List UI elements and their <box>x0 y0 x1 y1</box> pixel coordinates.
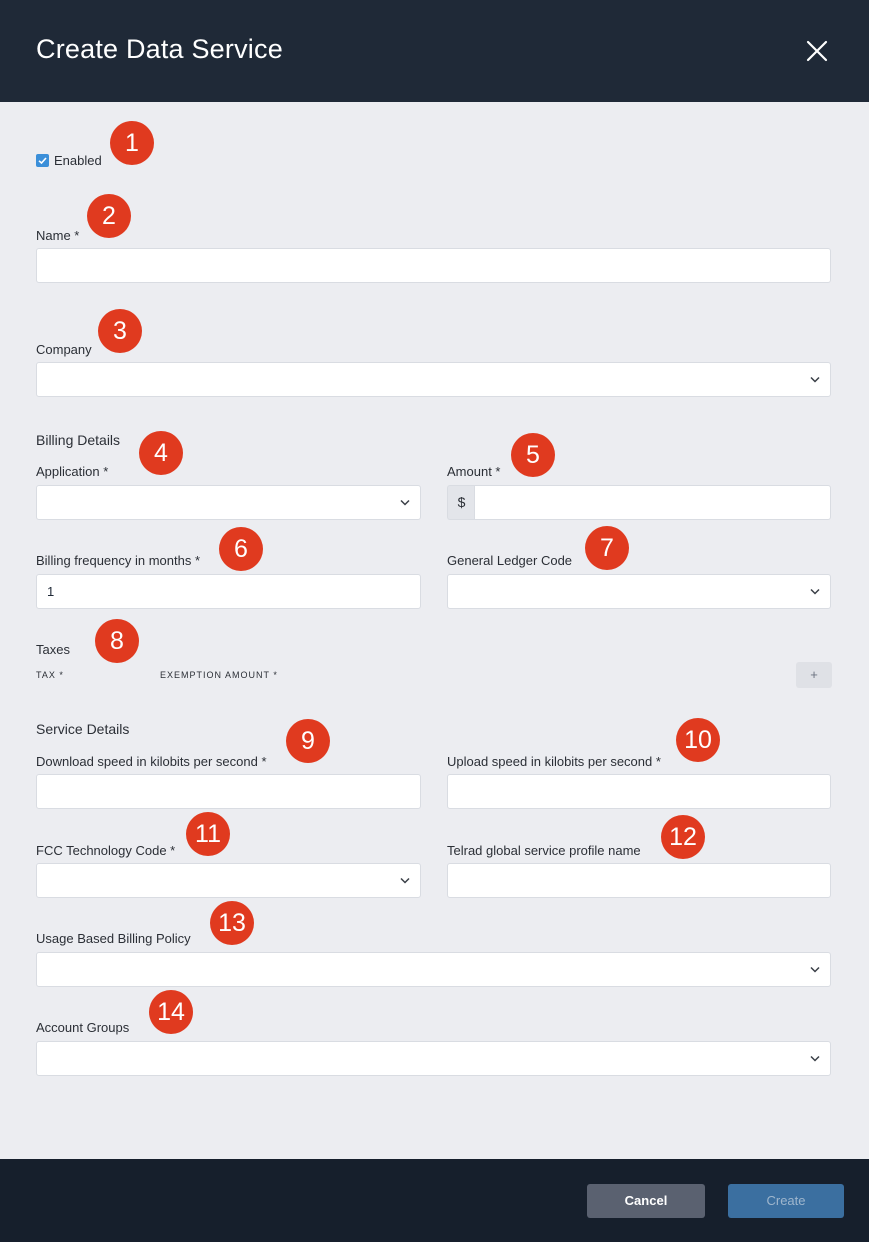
chevron-down-icon <box>810 376 820 383</box>
annotation-badge-14: 14 <box>149 990 193 1034</box>
annotation-badge-1: 1 <box>110 121 154 165</box>
annotation-badge-8: 8 <box>95 619 139 663</box>
telrad-profile-label: Telrad global service profile name <box>447 843 641 858</box>
name-label: Name * <box>36 228 80 243</box>
billing-details-heading: Billing Details <box>36 432 121 448</box>
annotation-badge-5: 5 <box>511 433 555 477</box>
annotation-badge-7: 7 <box>585 526 629 570</box>
general-ledger-label: General Ledger Code <box>447 553 573 568</box>
account-groups-label: Account Groups <box>36 1020 130 1035</box>
billing-frequency-label: Billing frequency in months * <box>36 553 201 568</box>
cancel-button[interactable]: Cancel <box>587 1184 705 1218</box>
telrad-profile-input[interactable] <box>447 863 831 898</box>
chevron-down-icon <box>810 588 820 595</box>
company-select[interactable] <box>36 362 831 397</box>
application-label: Application * <box>36 464 109 479</box>
chevron-down-icon <box>400 877 410 884</box>
chevron-down-icon <box>810 966 820 973</box>
amount-input[interactable] <box>474 485 831 520</box>
enabled-checkbox[interactable] <box>36 154 49 167</box>
billing-frequency-input[interactable] <box>36 574 421 609</box>
annotation-badge-3: 3 <box>98 309 142 353</box>
account-groups-select[interactable] <box>36 1041 831 1076</box>
exemption-column-header: EXEMPTION AMOUNT * <box>160 670 278 680</box>
annotation-badge-10: 10 <box>676 718 720 762</box>
create-button[interactable]: Create <box>728 1184 844 1218</box>
amount-label: Amount * <box>447 464 501 479</box>
service-details-heading: Service Details <box>36 721 130 737</box>
fcc-code-label: FCC Technology Code * <box>36 843 176 858</box>
annotation-badge-11: 11 <box>186 812 230 856</box>
annotation-badge-12: 12 <box>661 815 705 859</box>
chevron-down-icon <box>400 499 410 506</box>
tax-column-header: TAX * <box>36 670 64 680</box>
annotation-badge-9: 9 <box>286 719 330 763</box>
annotation-badge-13: 13 <box>210 901 254 945</box>
check-icon <box>36 154 49 167</box>
add-tax-button[interactable]: + <box>796 662 832 688</box>
enabled-label: Enabled <box>54 153 102 168</box>
modal-header <box>0 0 869 102</box>
download-speed-label: Download speed in kilobits per second * <box>36 754 267 769</box>
usage-policy-label: Usage Based Billing Policy <box>36 931 191 946</box>
annotation-badge-2: 2 <box>87 194 131 238</box>
amount-prefix: $ <box>447 485 475 520</box>
close-icon[interactable] <box>802 36 832 66</box>
modal-title: Create Data Service <box>36 34 283 64</box>
application-select[interactable] <box>36 485 421 520</box>
upload-speed-label: Upload speed in kilobits per second * <box>447 754 661 769</box>
annotation-badge-4: 4 <box>139 431 183 475</box>
name-input[interactable] <box>36 248 831 283</box>
upload-speed-input[interactable] <box>447 774 831 809</box>
fcc-code-select[interactable] <box>36 863 421 898</box>
company-label: Company <box>36 342 92 357</box>
general-ledger-select[interactable] <box>447 574 831 609</box>
usage-policy-select[interactable] <box>36 952 831 987</box>
taxes-label: Taxes <box>36 642 70 657</box>
chevron-down-icon <box>810 1055 820 1062</box>
download-speed-input[interactable] <box>36 774 421 809</box>
annotation-badge-6: 6 <box>219 527 263 571</box>
